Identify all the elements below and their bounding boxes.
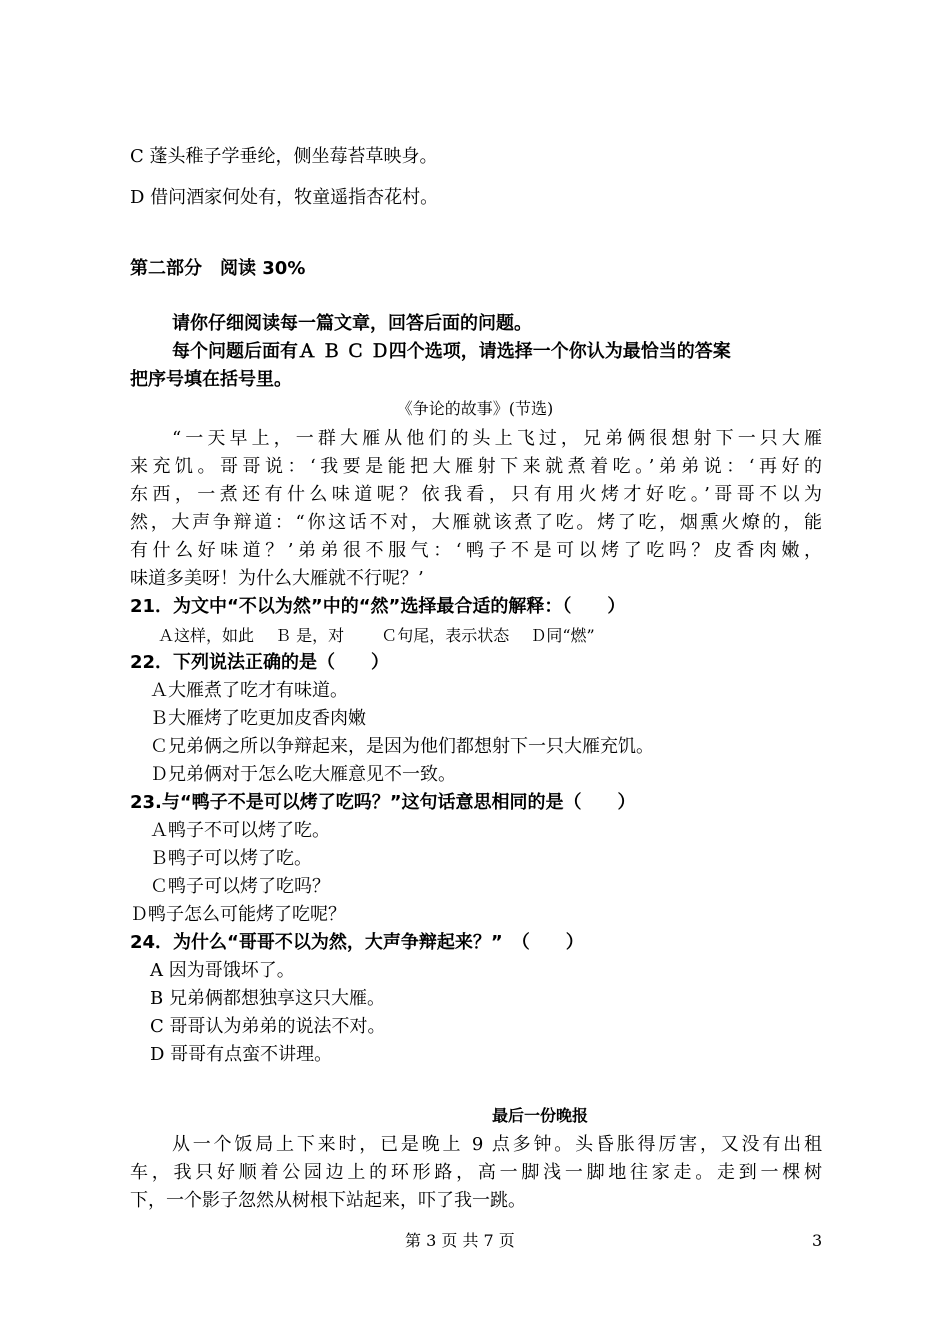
passage-2-line: 下，一个影子忽然从树根下站起来，吓了我一跳。 — [130, 1190, 526, 1211]
question-22-option: Ａ大雁煮了吃才有味道。 — [150, 680, 348, 701]
question-24: 24．为什么“哥哥不以为然，大声争辩起来？” （ ） — [130, 932, 584, 953]
passage-line: “一天早上，一群大雁从他们的头上飞过，兄弟俩很想射下一只大雁 — [172, 428, 822, 449]
question-24-option: B 兄弟俩都想独享这只大雁。 — [150, 988, 385, 1009]
instruction-line-2: 每个问题后面有Ａ Ｂ Ｃ Ｄ四个选项，请选择一个你认为最恰当的答案 — [172, 341, 731, 362]
question-24-option: A 因为哥饿坏了。 — [150, 960, 295, 981]
instruction-line-1: 请你仔细阅读每一篇文章，回答后面的问题。 — [172, 313, 532, 334]
question-23: 23.与“鸭子不是可以烤了吃吗？”这句话意思相同的是（ ） — [130, 792, 636, 813]
passage-2-title: 最后一份晚报 — [491, 1106, 588, 1125]
question-23-option: Ｂ鸭子可以烤了吃。 — [150, 848, 312, 869]
passage-line: 然，大声争辩道：“你这话不对，大雁就该煮了吃。烤了吃，烟熏火燎的，能 — [130, 512, 822, 533]
passage-title: 《争论的故事》(节选) — [396, 399, 554, 418]
question-23-option: Ｄ鸭子怎么可能烤了吃呢？ — [130, 904, 346, 925]
passage-line: 有什么好味道？’弟弟很不服气：‘鸭子不是可以烤了吃吗？皮香肉嫩， — [130, 540, 822, 561]
instruction-line-3: 把序号填在括号里。 — [130, 369, 292, 390]
option-d-text: D 借问酒家何处有，牧童遥指杏花村。 — [130, 187, 439, 208]
section-heading: 第二部分 阅读 30% — [130, 258, 306, 279]
passage-line: 味道多美呀！为什么大雁就不行呢？’ — [130, 568, 424, 589]
question-23-option: Ａ鸭子不可以烤了吃。 — [150, 820, 330, 841]
question-22-option: Ｃ兄弟俩之所以争辩起来，是因为他们都想射下一只大雁充饥。 — [150, 736, 654, 757]
question-22-option: Ｄ兄弟俩对于怎么吃大雁意见不一致。 — [150, 764, 456, 785]
question-22: 22．下列说法正确的是（ ） — [130, 652, 390, 673]
option-c-text: C 蓬头稚子学垂纶，侧坐莓苔草映身。 — [130, 146, 438, 167]
passage-2-line: 车，我只好顺着公园边上的环形路，高一脚浅一脚地往家走。走到一棵树 — [130, 1162, 822, 1183]
page-footer: 第 3 页 共 7 页 — [405, 1231, 515, 1250]
question-22-option: Ｂ大雁烤了吃更加皮香肉嫩 — [150, 708, 366, 729]
question-23-option: Ｃ鸭子可以烤了吃吗？ — [150, 876, 330, 897]
passage-line: 东西，一煮还有什么味道呢？依我看，只有用火烤才好吃。’哥哥不以为 — [130, 484, 822, 505]
passage-2-line: 从一个饭局上下来时，已是晚上 9 点多钟。头昏胀得厉害，又没有出租 — [172, 1134, 822, 1155]
question-21: 21．为文中“不以为然”中的“然”选择最合适的解释：（ ） — [130, 596, 626, 617]
question-24-option: D 哥哥有点蛮不讲理。 — [150, 1044, 333, 1065]
passage-line: 来充饥。哥哥说：‘我要是能把大雁射下来就煮着吃。’弟弟说：‘再好的 — [130, 456, 822, 477]
page-number: 3 — [812, 1231, 823, 1250]
question-21-options: Ａ这样，如此 Ｂ 是，对 Ｃ句尾，表示状态 Ｄ同“燃” — [158, 626, 595, 645]
question-24-option: C 哥哥认为弟弟的说法不对。 — [150, 1016, 386, 1037]
